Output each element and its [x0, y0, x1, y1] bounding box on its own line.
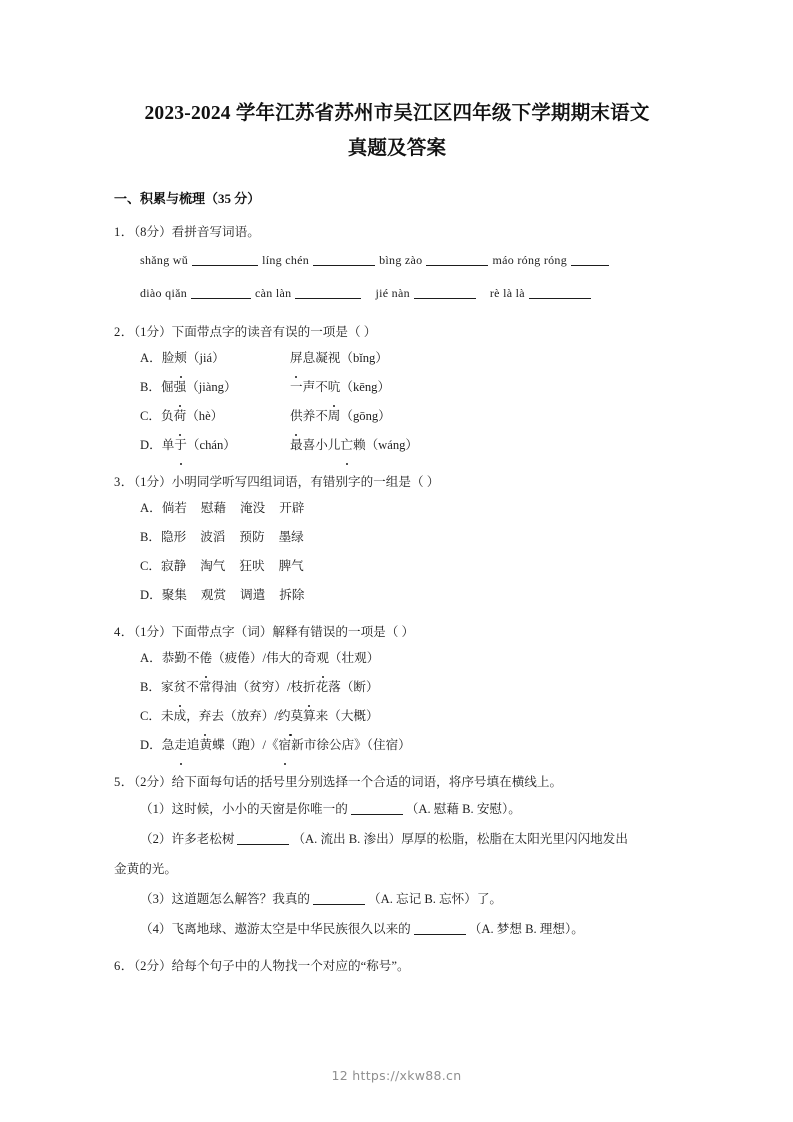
- answer-blank[interactable]: [295, 286, 361, 299]
- question-3-text: 小明同学听写四组词语，有错别字的一组是（ ）: [171, 475, 440, 489]
- option-text: 算来（大概）: [303, 709, 379, 723]
- option-text: 家: [161, 680, 174, 694]
- emphasis-dot-char: 走: [174, 731, 187, 760]
- sub-item-label: （4）: [140, 922, 172, 936]
- option-c[interactable]: [114, 702, 680, 731]
- option-text: 倔: [161, 380, 174, 394]
- pinyin-item: [492, 244, 613, 277]
- question-4-options: [114, 644, 680, 760]
- pinyin-text: shǎng wǔ: [140, 253, 189, 267]
- question-5-score: （2分）: [133, 775, 172, 789]
- sub-item-text-before: 这道题怎么解答？我真的: [171, 892, 311, 906]
- option-text: 赖（wáng）: [352, 438, 419, 452]
- emphasis-dot-char: 宿: [279, 731, 292, 760]
- sub-item-text-before: 飞离地球、遨游太空是中华民族很久以来的: [171, 922, 411, 936]
- question-3: [114, 470, 680, 610]
- option-d-part1: [140, 431, 290, 460]
- answer-blank[interactable]: [237, 832, 289, 845]
- question-1-text: 看拼音写词语。: [171, 225, 260, 239]
- option-b-part1: [140, 373, 290, 402]
- option-text: 息凝视（bǐng）: [302, 351, 388, 365]
- option-b-part2: [290, 373, 390, 402]
- emphasis-dot-char: 约莫: [278, 702, 303, 731]
- option-text: （chán）: [186, 438, 236, 452]
- word: 倘若: [161, 501, 187, 515]
- emphasis-dot-char: 观: [316, 644, 329, 673]
- sub-item-text-after: （A. 梦想 B. 理想）。: [468, 922, 584, 936]
- emphasis-dot-char: 强: [174, 373, 187, 402]
- sub-item-1: [114, 794, 680, 824]
- pinyin-text: máo róng róng: [492, 253, 568, 267]
- question-5-stem: [114, 770, 680, 794]
- question-1-stem: [114, 220, 680, 244]
- option-text: 追黄蝶（跑）/《: [186, 738, 279, 752]
- answer-blank[interactable]: [313, 892, 365, 905]
- question-6-stem: [114, 954, 680, 978]
- sub-item-text-before: 这时候，小小的天窗是你唯一的: [171, 802, 348, 816]
- pinyin-text: jié nàn: [375, 286, 410, 300]
- option-text: 一声不: [290, 380, 328, 394]
- question-4-score: （1分）: [133, 625, 172, 639]
- option-a-part1: [140, 344, 290, 373]
- answer-blank[interactable]: [351, 802, 403, 815]
- sub-item-label: （2）: [140, 832, 172, 846]
- option-text: 去（放弃）/: [211, 709, 278, 723]
- question-5-number: 5．: [114, 775, 134, 789]
- question-4: [114, 620, 680, 760]
- emphasis-dot-char: 贫: [174, 673, 187, 702]
- pinyin-item: [375, 277, 479, 310]
- pinyin-text: líng chén: [262, 253, 310, 267]
- sub-item-label: （1）: [140, 802, 172, 816]
- option-a[interactable]: [114, 344, 680, 373]
- emphasis-dot-char: 弃: [199, 702, 212, 731]
- section-heading: 一、积累与梳理（35 分）: [114, 191, 261, 206]
- option-d[interactable]: [114, 581, 680, 610]
- word: 寂静: [161, 559, 187, 573]
- question-3-score: （1分）: [133, 475, 172, 489]
- emphasis-dot-char: 吭: [328, 373, 341, 402]
- sub-item-label: （3）: [140, 892, 172, 906]
- answer-blank[interactable]: [529, 286, 591, 299]
- sub-item-text-after: （A. 流出 B. 渗出）厚厚的松脂，松脂在太阳光里闪闪地发出: [292, 832, 628, 846]
- pinyin-item: [255, 277, 365, 310]
- pinyin-item: [140, 244, 262, 277]
- option-label: C．: [140, 409, 161, 423]
- option-text: （疲倦）/伟大的奇: [212, 651, 317, 665]
- word: 聚集: [161, 588, 187, 602]
- question-2-number: 2．: [114, 325, 134, 339]
- option-text: 养不周（gōng）: [302, 409, 391, 423]
- question-2: [114, 320, 680, 460]
- option-text: 恭勤不: [161, 651, 200, 665]
- sub-item-3: [114, 884, 680, 914]
- option-label: A．: [140, 351, 162, 365]
- word: 观赏: [200, 588, 227, 602]
- question-6: [114, 954, 680, 978]
- page-title-line-1: 2023-2024 学年江苏省苏州市吴江区四年级下学期期末语文: [144, 103, 650, 124]
- option-text: 不常得油（贫穷）/枝: [186, 680, 304, 694]
- option-c-part2: [290, 402, 391, 431]
- emphasis-dot-char: 于: [174, 431, 187, 460]
- emphasis-dot-char: 倦: [199, 644, 212, 673]
- option-label: D．: [140, 438, 162, 452]
- emphasis-dot-char: 亡: [340, 431, 353, 460]
- option-text: 负: [161, 409, 174, 423]
- question-6-number: 6．: [114, 959, 134, 973]
- question-2-text: 下面带点字的读音有误的一项是（ ）: [171, 325, 377, 339]
- question-1-number: 1．: [114, 225, 134, 239]
- question-4-text: 下面带点字（词）解释有错误的一项是（ ）: [171, 625, 415, 639]
- option-label: C．: [140, 559, 161, 573]
- option-text: 单: [161, 438, 175, 452]
- option-label: D．: [140, 588, 162, 602]
- emphasis-dot-char: 屏: [290, 344, 303, 373]
- answer-blank[interactable]: [414, 286, 476, 299]
- option-text: 未成，: [161, 709, 199, 723]
- option-c[interactable]: [114, 552, 680, 581]
- emphasis-dot-char: 折: [303, 673, 316, 702]
- option-text: （jiàng）: [186, 380, 237, 394]
- option-text: 急: [161, 738, 175, 752]
- word: 脾气: [278, 559, 304, 573]
- pinyin-text: càn làn: [255, 286, 292, 300]
- question-6-text: 给每个句子中的人物找一个对应的“称号”。: [171, 959, 410, 973]
- word: 预防: [239, 530, 265, 544]
- option-label: D．: [140, 738, 162, 752]
- sub-item-text-before: 许多老松树: [171, 832, 235, 846]
- question-3-stem: [114, 470, 680, 494]
- question-5-text: 给下面每句话的括号里分别选择一个合适的词语，将序号填在横线上。: [171, 775, 563, 789]
- question-3-number: 3．: [114, 475, 134, 489]
- option-text: （jiá）: [186, 351, 225, 365]
- option-label: B．: [140, 530, 161, 544]
- sub-item-text-after: （A. 忘记 B. 忘怀）了。: [368, 892, 503, 906]
- option-text: 新市徐公店》（住宿）: [291, 738, 411, 752]
- pinyin-item: [140, 277, 255, 310]
- emphasis-dot-char: 供: [290, 402, 303, 431]
- word: 淹没: [240, 501, 266, 515]
- option-a-part2: [290, 344, 388, 373]
- answer-blank[interactable]: [426, 253, 488, 266]
- option-b[interactable]: [114, 673, 680, 702]
- pinyin-row: [114, 244, 680, 277]
- question-2-stem: [114, 320, 680, 344]
- question-6-score: （2分）: [133, 959, 172, 973]
- word: 开辟: [279, 501, 305, 515]
- word: 波滔: [200, 530, 226, 544]
- option-text: （hè）: [186, 409, 224, 423]
- sub-item-4: [114, 914, 680, 944]
- emphasis-dot-char: 颊: [174, 344, 187, 373]
- page-footer: 12 https://xkw88.cn: [331, 1068, 462, 1083]
- question-1-score: （8分）: [133, 225, 172, 239]
- pinyin-text: bìng zào: [379, 253, 423, 267]
- pinyin-row: [114, 277, 680, 310]
- sub-item-2: [114, 824, 680, 854]
- option-label: B．: [140, 380, 161, 394]
- option-d[interactable]: [114, 431, 680, 460]
- sub-item-2-wrap: [114, 854, 680, 884]
- option-label: A．: [140, 651, 162, 665]
- option-a[interactable]: [114, 494, 680, 523]
- pinyin-text: rè là là: [489, 286, 525, 300]
- pinyin-text: diào qiǎn: [140, 286, 188, 300]
- option-label: B．: [140, 680, 161, 694]
- question-4-stem: [114, 620, 680, 644]
- option-label: C．: [140, 709, 161, 723]
- answer-blank[interactable]: [571, 253, 609, 266]
- word: 隐形: [161, 530, 187, 544]
- word: 淘气: [200, 559, 226, 573]
- question-4-number: 4．: [114, 625, 134, 639]
- option-b[interactable]: [114, 523, 680, 552]
- question-2-options: [114, 344, 680, 460]
- emphasis-dot-char: 荷: [174, 402, 187, 431]
- option-text: （壮观）: [328, 651, 380, 665]
- answer-blank[interactable]: [191, 286, 251, 299]
- option-text: 最喜小儿: [290, 438, 341, 452]
- sub-item-text-wrap: 金黄的光。: [114, 862, 177, 876]
- page-title-line-2: 真题及答案: [347, 138, 447, 159]
- option-c[interactable]: [114, 402, 680, 431]
- page-title: [114, 96, 680, 166]
- pinyin-item: [490, 277, 595, 310]
- option-text: 脸: [161, 351, 175, 365]
- document-content: [114, 96, 680, 978]
- word: 慰藉: [200, 501, 227, 515]
- answer-blank[interactable]: [414, 922, 466, 935]
- option-c-part1: [140, 402, 290, 431]
- option-d[interactable]: [114, 731, 680, 760]
- sub-item-text-after: （A. 慰藉 B. 安慰）。: [405, 802, 521, 816]
- option-b[interactable]: [114, 373, 680, 402]
- word: 墨绿: [278, 530, 304, 544]
- option-text: （kēng）: [340, 380, 391, 394]
- answer-blank[interactable]: [192, 253, 258, 266]
- question-1: [114, 220, 680, 310]
- pinyin-item: [379, 244, 492, 277]
- question-5: [114, 770, 680, 944]
- word: 调遣: [240, 588, 266, 602]
- question-3-options: [114, 494, 680, 610]
- pinyin-item: [262, 244, 379, 277]
- option-d-part2: [290, 431, 418, 460]
- question-2-score: （1分）: [133, 325, 172, 339]
- word: 拆除: [279, 588, 305, 602]
- option-a[interactable]: [114, 644, 680, 673]
- option-label: A．: [140, 501, 162, 515]
- option-text: 花落（断）: [315, 680, 379, 694]
- word: 狂吠: [239, 559, 265, 573]
- answer-blank[interactable]: [313, 253, 375, 266]
